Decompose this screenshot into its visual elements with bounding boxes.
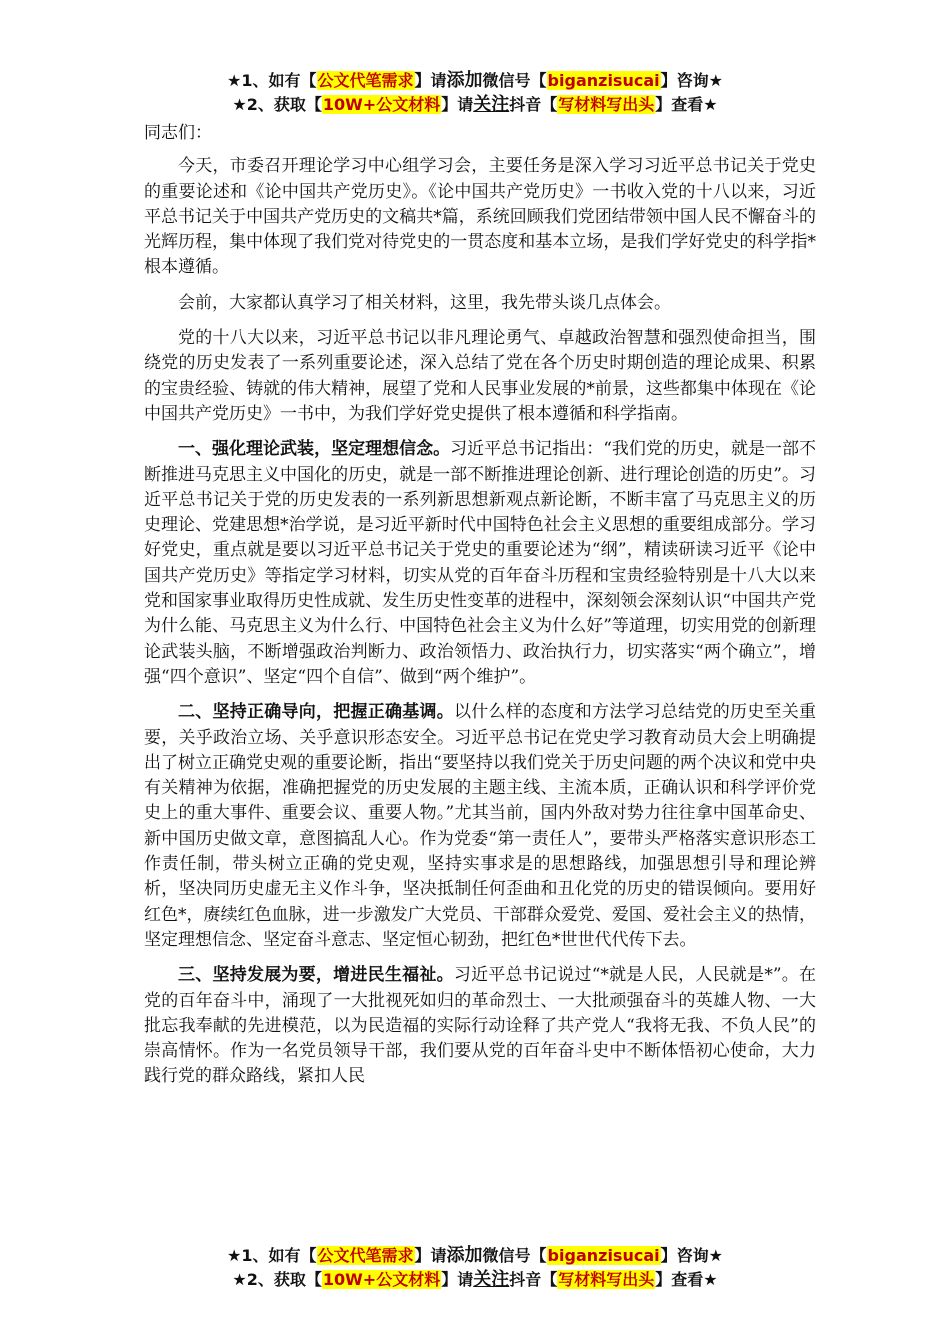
- section-1: [144, 437, 816, 690]
- section-3-body: 习近平总书记说过“*就是人民，人民就是*”。在党的百年奋斗中，涌现了一大批视死如归的革命烈士、一大批顽强奋斗的英雄人物、一大批忘我奉献的先进模范，以为民造福的实际行动诠释了共产党人“我将无我、不负人民”的崇高情怀。作为一名党员领导干部，我们要从党的百年奋斗史中不断体悟初心使命，大力践行党的群众路线，紧扣人民: [144, 965, 816, 1087]
- paragraph-intro: 今天，市委召开理论学习中心组学习会，主要任务是深入学习习近平总书记关于党史的重要论述和《论中国共产党历史》。《论中国共产党历史》一书收入党的十八以来，习近平总书记关于中国共产党历史的文稿共*篇，系统回顾我们党团结带领中国人民不懈奋斗的光辉历程，集中体现了我们党对待党史的一贯态度和基本立场，是我们学好党史的科学指*根本遵循。: [144, 156, 816, 278]
- promo-text: 】请: [414, 71, 447, 90]
- highlight-wechat-id: biganzisucai: [547, 1246, 660, 1265]
- promo-text: 微信号【: [482, 71, 547, 90]
- promo-banner-bottom: [0, 1244, 950, 1292]
- promo-emphasis: 关注: [473, 1269, 510, 1290]
- highlight-service: 公文代笔需求: [317, 71, 414, 90]
- promo-text: 】查看★: [655, 1270, 718, 1289]
- paragraph-overview: 党的十八大以来，习近平总书记以非凡理论勇气、卓越政治智慧和强烈使命担当，围绕党的历史发表了一系列重要论述，深入总结了党在各个历史时期创造的理论成果、积累的宝贵经验、铸就的伟大精神，展望了党和人民事业发展的*前景，这些都集中体现在《论中国共产党历史》一书中，为我们学好党史提供了根本遵循和科学指南。: [144, 328, 816, 424]
- section-3-heading: 三、坚持发展为要，增进民生福祉。: [178, 965, 454, 986]
- promo-emphasis: 添加: [446, 70, 483, 91]
- promo-text: 】咨询★: [660, 1246, 723, 1265]
- promo-text: ★2、获取【: [232, 1270, 322, 1289]
- promo-text: 抖音【: [509, 95, 558, 114]
- highlight-materials: 10W+公文材料: [322, 95, 441, 114]
- promo-emphasis: 关注: [473, 94, 510, 115]
- document-body: [144, 121, 816, 1100]
- promo-text: ★2、获取【: [232, 95, 322, 114]
- section-2: [144, 700, 816, 953]
- promo-text: 微信号【: [482, 1246, 547, 1265]
- promo-text: 抖音【: [509, 1270, 558, 1289]
- promo-text: 】咨询★: [660, 71, 723, 90]
- paragraph-preface: 会前，大家都认真学习了相关材料，这里，我先带头谈几点体会。: [178, 292, 671, 313]
- promo-line-2: [0, 93, 950, 117]
- promo-text: 】请: [414, 1246, 447, 1265]
- promo-text: 】查看★: [655, 95, 718, 114]
- highlight-materials: 10W+公文材料: [322, 1270, 441, 1289]
- section-2-body: 以什么样的态度和方法学习总结党的历史至关重要，关乎政治立场、关乎意识形态安全。习近平总书记在党史学习教育动员大会上明确提出了树立正确党史观的重要论断，指出“要坚持以我们党关于历史问题的两个决议和党中央有关精神为依据，准确把握党的历史发展的主题主线、主流本质，正确认识和科学评价党史上的重大事件、重要会议、重要人物。”尤其当前，国内外敌对势力往往拿中国革命史、新中国历史做文章，意图搞乱人心。作为党委“第一责任人”，要带头严格落实意识形态工作责任制，带头树立正确的党史观，坚持实事求是的思想路线，加强思想引导和理论辨析，坚决同历史虚无主义作斗争，坚决抵制任何歪曲和丑化党的历史的错误倾向。要用好红色*，赓续红色血脉，进一步激发广大党员、干部群众爱党、爱国、爱社会主义的热情，坚定理想信念、坚定奋斗意志、坚定恒心韧劲，把红色*世世代代传下去。: [144, 702, 816, 950]
- promo-line-1: [0, 1244, 950, 1268]
- section-1-heading: 一、强化理论武装，坚定理想信念。: [178, 439, 451, 460]
- promo-line-2: [0, 1268, 950, 1292]
- promo-emphasis: 添加: [446, 1245, 483, 1266]
- highlight-douyin-account: 写材料写出头: [558, 95, 655, 114]
- promo-text: ★1、如有【: [227, 1246, 317, 1265]
- highlight-wechat-id: biganzisucai: [547, 71, 660, 90]
- promo-text: 】请: [441, 1270, 474, 1289]
- salutation: 同志们：: [144, 123, 212, 143]
- highlight-service: 公文代笔需求: [317, 1246, 414, 1265]
- section-3: [144, 963, 816, 1089]
- promo-line-1: [0, 69, 950, 93]
- section-1-body: 习近平总书记指出：“我们党的历史，就是一部不断推进马克思主义中国化的历史，就是一部不断推进理论创新、进行理论创造的历史”。习近平总书记关于党的历史发表的一系列新思想新观点新论断，不断丰富了马克思主义的历史理论、党建思想*治学说，是习近平新时代中国特色社会主义思想的重要组成部分。学习好党史，重点就是要以习近平总书记关于党史的重要论述为“纲”，精读研读习近平《论中国共产党历史》等指定学习材料，切实从党的百年奋斗历程和宝贵经验特别是十八大以来党和国家事业取得历史性成就、发生历史性变革的进程中，深刻领会深刻认识“中国共产党为什么能、马克思主义为什么行、中国特色社会主义为什么好”等道理，切实用党的创新理论武装头脑，不断增强政治判断力、政治领悟力、政治执行力，切实落实“两个确立”，增强“四个意识”、坚定“四个自信”、做到“两个维护”。: [144, 439, 816, 687]
- promo-text: 】请: [441, 95, 474, 114]
- section-2-heading: 二、坚持正确导向，把握正确基调。: [178, 702, 454, 723]
- promo-text: ★1、如有【: [227, 71, 317, 90]
- highlight-douyin-account: 写材料写出头: [558, 1270, 655, 1289]
- promo-banner-top: [0, 69, 950, 117]
